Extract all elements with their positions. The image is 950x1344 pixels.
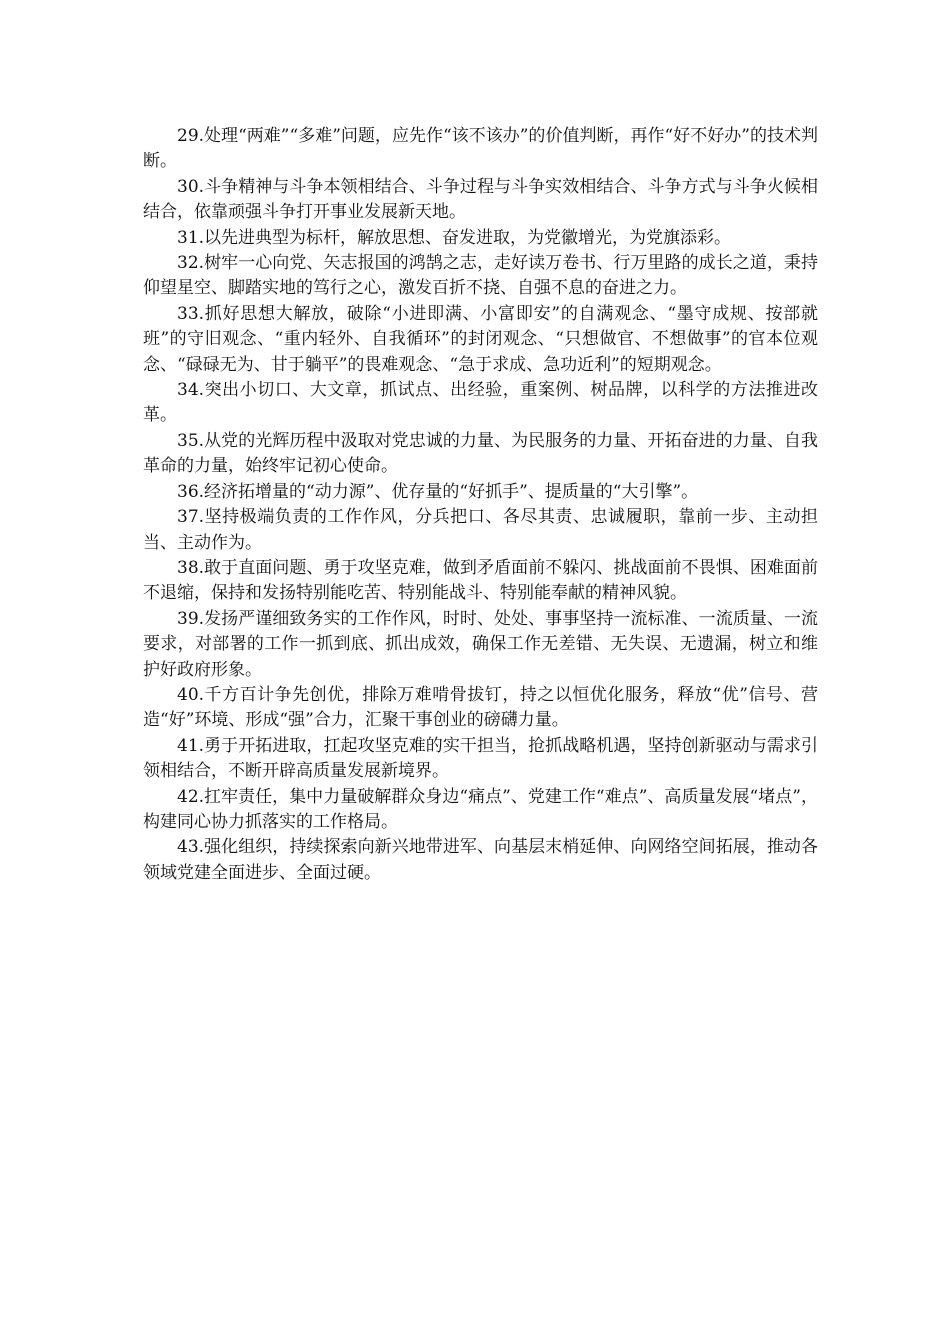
paragraph-30: 30.斗争精神与斗争本领相结合、斗争过程与斗争实效相结合、斗争方式与斗争火候相结合，依靠顽强斗争打开事业发展新天地。 <box>143 176 818 223</box>
paragraph-34: 34.突出小切口、大文章，抓试点、出经验，重案例、树品牌，以科学的方法推进改革。 <box>143 380 818 426</box>
paragraph-40: 40.千方百计争先创优，排除万难啃骨拔钉，持之以恒优化服务，释放“优”信号、营造“好”环境、形成“强”合力，汇聚干事创业的磅礴力量。 <box>143 684 818 731</box>
paragraph-37: 37.坚持极端负责的工作作风，分兵把口、各尽其责、忠诚履职，靠前一步、主动担当、主动作为。 <box>143 507 818 553</box>
paragraph-32: 32.树牢一心向党、矢志报国的鸿鹄之志，走好读万卷书、行万里路的成长之道，秉持仰望星空、脚踏实地的笃行之心，激发百折不挠、自强不息的奋进之力。 <box>143 253 818 299</box>
paragraph-38: 38.敢于直面问题、勇于攻坚克难，做到矛盾面前不躲闪、挑战面前不畏惧、困难面前不退缩，保持和发扬特别能吃苦、特别能战斗、特别能奉献的精神风貌。 <box>143 557 818 604</box>
paragraph-33: 33.抓好思想大解放，破除“小进即满、小富即安”的自满观念、“墨守成规、按部就班”的守旧观念、“重内轻外、自我循环”的封闭观念、“只想做官、不想做事”的官本位观念、“碌碌无为、甘于躺平”的畏难观念、“急于求成、急功近利”的短期观念。 <box>143 303 818 375</box>
paragraph-39: 39.发扬严谨细致务实的工作作风，时时、处处、事事坚持一流标准、一流质量、一流要求，对部署的工作一抓到底、抓出成效，确保工作无差错、无失误、无遗漏，树立和维护好政府形象。 <box>143 608 818 680</box>
document-body <box>143 124 818 886</box>
paragraph-42: 42.扛牢责任，集中力量破解群众身边“痛点”、党建工作“难点”、高质量发展“堵点”，构建同心协力抓落实的工作格局。 <box>143 786 818 832</box>
paragraph-31: 31.以先进典型为标杆，解放思想、奋发进取，为党徽增光，为党旗添彩。 <box>177 227 732 248</box>
paragraph-36: 36.经济拓增量的“动力源”、优存量的“好抓手”、提质量的“大引擎”。 <box>177 481 699 502</box>
paragraph-43: 43.强化组织，持续探索向新兴地带进军、向基层末梢延伸、向网络空间拓展，推动各领域党建全面进步、全面过硬。 <box>143 837 818 883</box>
paragraph-35: 35.从党的光辉历程中汲取对党忠诚的力量、为民服务的力量、开拓奋进的力量、自我革命的力量，始终牢记初心使命。 <box>143 430 818 477</box>
paragraph-41: 41.勇于开拓进取，扛起攻坚克难的实干担当，抢抓战略机遇，坚持创新驱动与需求引领相结合，不断开辟高质量发展新境界。 <box>143 735 818 782</box>
paragraph-29: 29.处理“两难”“多难”问题，应先作“该不该办”的价值判断，再作“好不好办”的技术判断。 <box>143 126 818 172</box>
